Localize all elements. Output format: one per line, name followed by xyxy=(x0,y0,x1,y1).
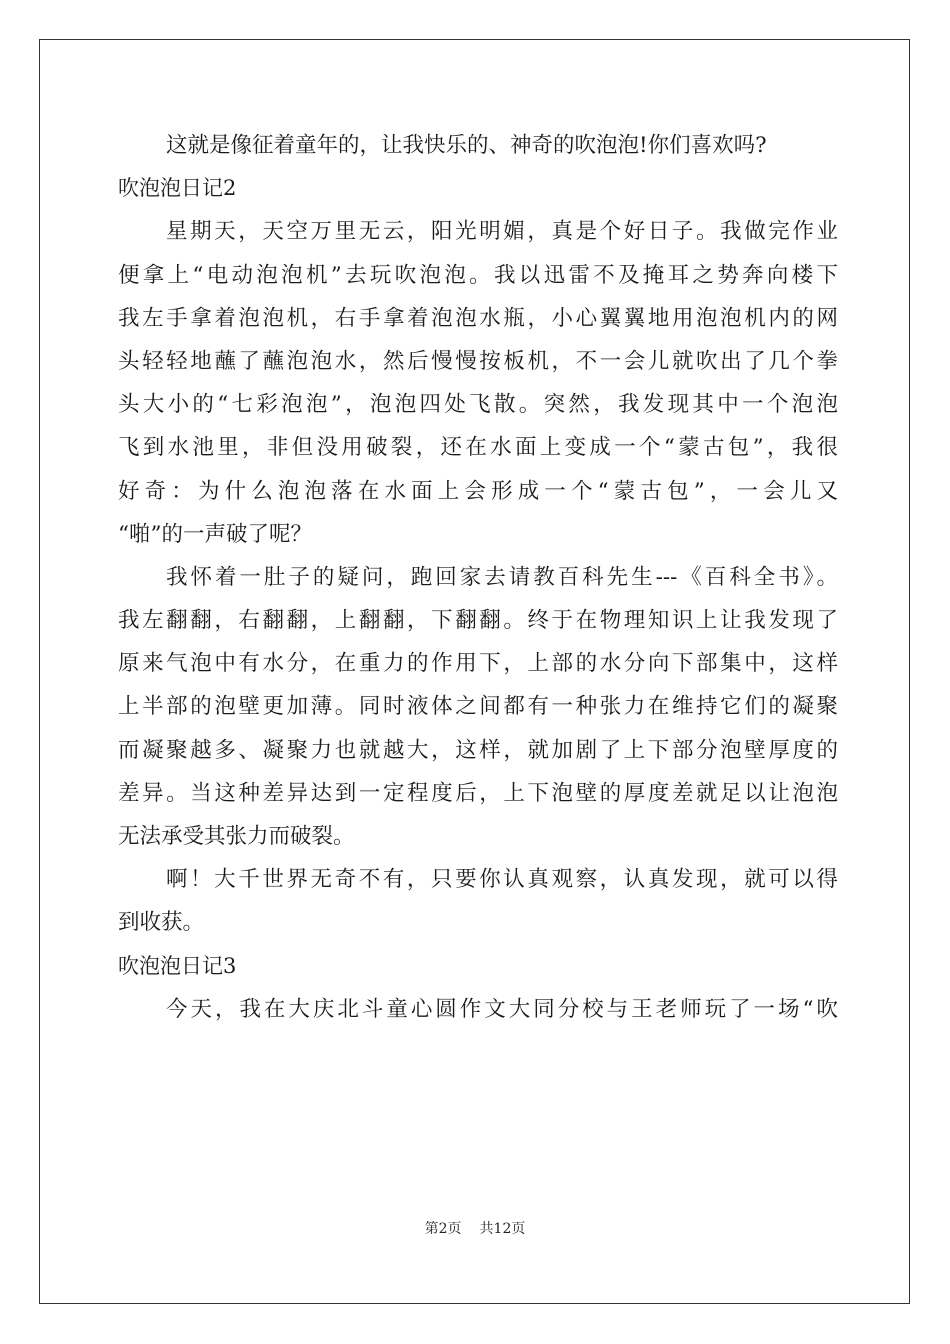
paragraph-line: 这就是像征着童年的，让我快乐的、神奇的吹泡泡!你们喜欢吗? xyxy=(166,133,767,158)
document-body xyxy=(118,124,838,1031)
paragraph-line: 我左手拿着泡泡机，右手拿着泡泡水瓶，小心翼翼地用泡泡机内的网 xyxy=(118,305,838,331)
paragraph-line: 而凝聚越多、凝聚力也就越大，这样，就加剧了上下部分泡壁厚度的 xyxy=(118,737,838,763)
paragraph-line: 今天，我在大庆北斗童心圆作文大同分校与王老师玩了一场“吹 xyxy=(166,996,838,1022)
paragraph-line: 上半部的泡壁更加薄。同时液体之间都有一种张力在维持它们的凝聚 xyxy=(118,694,838,720)
section-heading: 吹泡泡日记3 xyxy=(118,953,237,978)
paragraph-line: 差异。当这种差异达到一定程度后，上下泡壁的厚度差就足以让泡泡 xyxy=(118,780,838,806)
section-heading: 吹泡泡日记2 xyxy=(118,176,237,201)
page-total: 共12页 xyxy=(479,1221,526,1237)
paragraph-line: 我左翻翻，右翻翻，上翻翻，下翻翻。终于在物理知识上让我发现了 xyxy=(118,608,838,634)
paragraph-line: 原来气泡中有水分，在重力的作用下，上部的水分向下部集中，这样 xyxy=(118,651,838,677)
paragraph-line: 啊！大千世界无奇不有，只要你认真观察，认真发现，就可以得 xyxy=(166,867,838,893)
paragraph-line: 星期天，天空万里无云，阳光明媚，真是个好日子。我做完作业 xyxy=(166,219,838,245)
paragraph-line: 飞到水池里，非但没用破裂，还在水面上变成一个“蒙古包”，我很 xyxy=(118,435,838,461)
paragraph-line: 头大小的“七彩泡泡”，泡泡四处飞散。突然，我发现其中一个泡泡 xyxy=(118,392,838,418)
paragraph-line: 到收获。 xyxy=(118,910,205,936)
paragraph-line: 我怀着一肚子的疑问，跑回家去请教百科先生---《百科全书》。 xyxy=(166,564,838,590)
page-footer xyxy=(0,1218,950,1238)
paragraph-line: 便拿上“电动泡泡机”去玩吹泡泡。我以迅雷不及掩耳之势奔向楼下 xyxy=(118,262,838,288)
paragraph-line: 好奇：为什么泡泡落在水面上会形成一个“蒙古包”，一会儿又 xyxy=(118,478,838,504)
paragraph-line: “啪”的一声破了呢？ xyxy=(118,521,312,547)
paragraph-line: 无法承受其张力而破裂。 xyxy=(118,824,355,849)
page-number: 第2页 xyxy=(424,1221,462,1237)
paragraph-line: 头轻轻地蘸了蘸泡泡水，然后慢慢按板机，不一会儿就吹出了几个拳 xyxy=(118,348,838,374)
